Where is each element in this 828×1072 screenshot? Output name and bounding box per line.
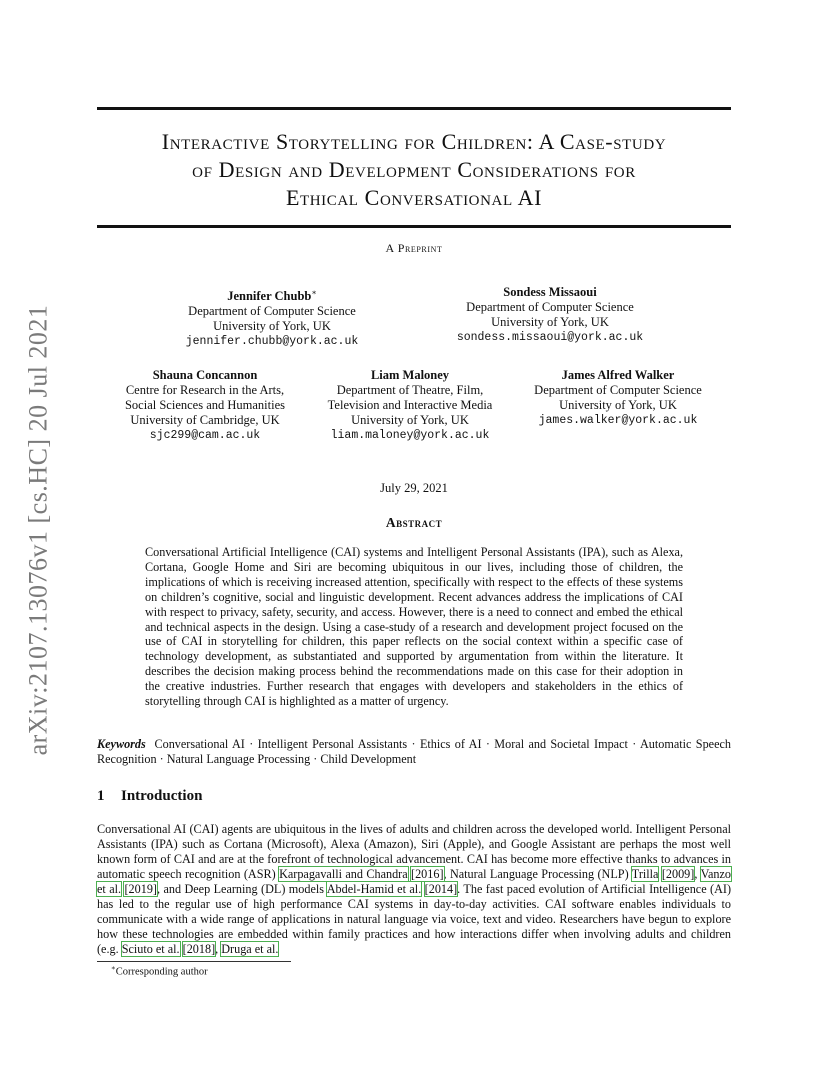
author-email[interactable]: sondess.missaoui@york.ac.uk	[456, 331, 644, 344]
footnote: ∗Corresponding author	[111, 964, 208, 978]
author-block: Jennifer Chubb∗ Department of Computer Science University of York, UK jennifer.chubb@york.ac.uk	[152, 285, 392, 349]
preprint-label: A Preprint	[385, 241, 443, 255]
section-heading: 1 Introduction	[97, 788, 203, 804]
citation-link[interactable]: [2009]	[661, 867, 695, 881]
citation-link[interactable]: [2018]	[182, 942, 216, 956]
citation-link[interactable]: Vanzo et al.	[97, 867, 732, 896]
author-email[interactable]: jennifer.chubb@york.ac.uk	[185, 335, 359, 349]
keywords	[97, 737, 731, 767]
paper-title: Interactive Storytelling for Children: A Case-study of Design and Development Considerations for Ethical Conversational AI	[161, 129, 667, 210]
author-email[interactable]: sjc299@cam.ac.uk	[149, 429, 261, 442]
paper-date: July 29, 2021	[380, 481, 448, 495]
citation-link[interactable]: Karpagavalli and Chandra	[279, 867, 408, 881]
footnote-rule	[97, 961, 291, 962]
citation-link[interactable]: [2019]	[124, 882, 157, 896]
keywords-label: Keywords	[97, 737, 146, 751]
keywords-list: Conversational AI · Intelligent Personal Assistants · Ethics of AI · Moral and Societal Impact · Automatic Speech Recognition · Natural Language Processing · Child Development	[97, 737, 731, 766]
citation-link[interactable]: Trilla	[631, 867, 659, 881]
citation-link[interactable]: Sciuto et al.	[121, 942, 180, 956]
author-block: James Alfred Walker Department of Computer Science University of York, UK james.walker@york.ac.uk	[518, 368, 718, 428]
citation-link[interactable]: [2014]	[424, 882, 458, 896]
citation-link[interactable]: Druga et al.	[221, 942, 279, 956]
title-bottom-rule	[97, 225, 731, 228]
author-block: Shauna Concannon Centre for Research in the Arts, Social Sciences and Humanities University of Cambridge, UK sjc299@cam.ac.uk	[105, 368, 305, 443]
author-email[interactable]: james.walker@york.ac.uk	[538, 414, 698, 427]
citation-link[interactable]: Abdel-Hamid et al.	[326, 882, 422, 896]
introduction-paragraph: Conversational AI (CAI) agents are ubiquitous in the lives of adults and children across the developed world. Intelligent Personal Assistants (IPA) such as Cortana (Microsoft), Alexa (Amazon), Siri (Apple), and Google Assistant are perhaps the most well known form of CAI and are at the forefront of technological advancement. CAI has become more effective thanks to advances in automatic speech recognition (ASR) Karpagavalli and Chandra [2016], Natural Language Processing (NLP) Trilla [2009], Vanzo et al. [2019], and Deep Learning (DL) models Abdel-Hamid et al. [2014]. The fast paced evolution of Artificial Intelligence (AI) has led to the regular use of high performance CAI systems in day-to-day activities. CAI software enables individuals to communicate with a wide range of applications in natural language via voice, text and video. Researchers have begun to explore how these technologies are embedded within family practices and how interactions differ when involving adults and children (e.g. Sciuto et al. [2018], Druga et al.	[97, 822, 732, 956]
arxiv-stamp: arXiv:2107.13076v1 [cs.HC] 20 Jul 2021	[23, 304, 53, 756]
author-block: Sondess Missaoui Department of Computer Science University of York, UK sondess.missaoui@york.ac.uk	[430, 285, 670, 345]
citation-link[interactable]: [2016]	[411, 867, 444, 881]
abstract-text: Conversational Artificial Intelligence (CAI) systems and Intelligent Personal Assistants (IPA), such as Alexa, Cortana, Google Home and Siri are becoming ubiquitous in our lives, including those of children, the implications of which is receiving increased attention, specifically with respect to the effects of these systems on children’s cognitive, social and linguistic development. Recent advances address the implications of CAI with respect to privacy, safety, security, and access. However, there is a need to connect and embed the ethical and technical aspects in the design. Using a case-study of a research and development project focused on the use of CAI in storytelling for children, this paper reflects on the social context within a specific case of technology development, as substantiated and supported by argumentation from within the literature. It describes the decision making process behind the recommendations made on this case for their adoption in the creative industries. Further research that engages with developers and stakeholders in the ethics of storytelling through CAI is highlighted as a matter of urgency.	[145, 545, 683, 709]
title-top-rule	[97, 107, 731, 110]
author-block: Liam Maloney Department of Theatre, Film, Television and Interactive Media University of York, UK liam.maloney@york.ac.uk	[310, 368, 510, 443]
abstract-heading: Abstract	[385, 515, 443, 530]
author-email[interactable]: liam.maloney@york.ac.uk	[330, 429, 490, 442]
